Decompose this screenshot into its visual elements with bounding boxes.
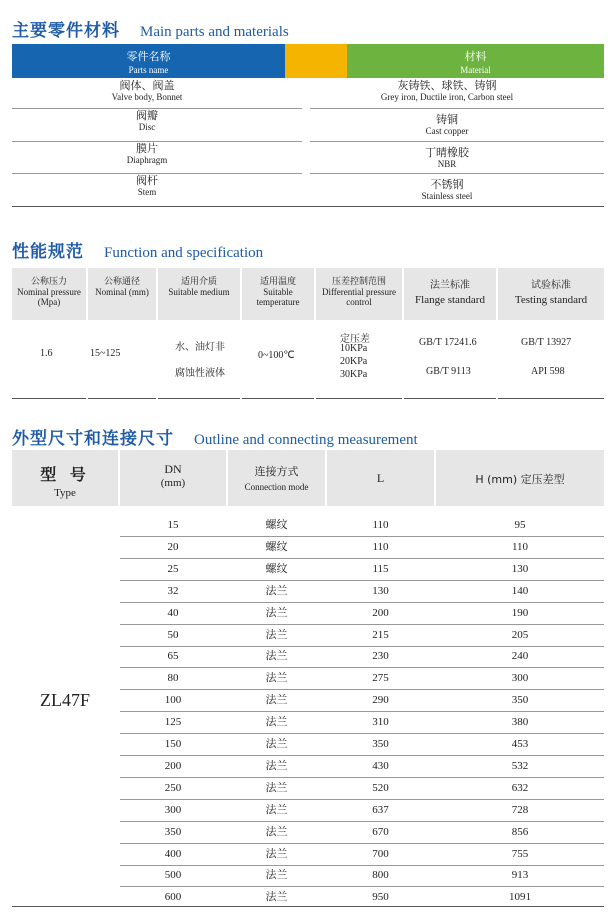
spec-bottom-rule: [404, 398, 496, 399]
dims-cell-conn: 法兰: [265, 737, 288, 750]
part-name-zh: 阀瓣: [136, 109, 158, 122]
dims-cell-dn: 250: [164, 781, 182, 794]
parts-header-name: [12, 44, 285, 78]
dims-header-l: [327, 450, 434, 506]
part-name-zh: 阀体、阀盖: [119, 79, 175, 92]
dims-cell-h: 130: [511, 562, 529, 575]
dims-cell-h: 728: [511, 803, 529, 816]
spec-header-en: Testing standard: [514, 294, 588, 306]
spec-header-cell: [88, 268, 156, 320]
spec-flange-2: GB/T 9113: [426, 366, 471, 377]
dims-cell-h: 95: [514, 519, 526, 531]
dims-cell-l: 520: [372, 781, 389, 794]
dims-cell-conn: 法兰: [265, 846, 288, 860]
material-en: Stainless steel: [421, 191, 473, 201]
spec-header-cell: [498, 268, 604, 320]
spec-temperature: 0~100℃: [258, 350, 295, 361]
dims-cell-conn: 法兰: [265, 802, 288, 816]
spec-medium-line2: 腐蚀性液体: [175, 368, 225, 379]
dims-cell-conn: 法兰: [265, 693, 288, 707]
parts-row-material: [312, 147, 582, 170]
parts-header-accent: [285, 44, 347, 78]
part-name-en: Valve body, Bonnet: [111, 92, 183, 102]
dims-cell-h: 190: [511, 606, 529, 619]
dims-cell-l: 130: [372, 584, 389, 597]
dims-cell-l: 215: [372, 628, 389, 641]
spec-bottom-rule: [12, 398, 86, 399]
dims-cell-dn: 500: [164, 869, 182, 882]
dims-cell-dn: 40: [167, 606, 179, 619]
part-name-en: Disc: [138, 122, 156, 132]
dims-section-title: [12, 424, 418, 449]
part-name-zh: 膜片: [136, 142, 158, 155]
parts-header-material-zh: 材料: [464, 50, 487, 63]
dims-cell-h: 632: [511, 781, 529, 794]
spec-testing-1: GB/T 13927: [521, 337, 572, 348]
spec-medium-line1: 水、油灯非: [175, 342, 225, 353]
dims-header-h: [436, 450, 604, 506]
dims-cell-l: 637: [372, 803, 389, 816]
dims-cell-dn: 65: [167, 650, 179, 663]
dims-header-l-label: L: [376, 471, 385, 485]
dims-cell-conn: 法兰: [265, 890, 288, 904]
spec-header-zh: 法兰标准: [430, 280, 470, 291]
dims-header-dn-label: DN: [164, 462, 182, 476]
parts-row-part: [12, 110, 282, 133]
parts-row-part: [12, 143, 282, 166]
dims-cell-dn: 15: [167, 519, 179, 531]
dims-cell-conn: 法兰: [265, 780, 288, 794]
dims-cell-dn: 50: [167, 628, 179, 641]
material-zh: 灰铸铁、球铁、铸钢: [397, 79, 497, 92]
dims-cell-dn: 100: [164, 694, 182, 707]
dims-bottom-rule: [12, 906, 604, 907]
dims-cell-conn: 法兰: [265, 868, 288, 882]
material-en: Grey iron, Ductile iron, Carbon steel: [380, 92, 514, 102]
part-name-en: Stem: [137, 187, 157, 197]
spec-header-cell: [242, 268, 314, 320]
spec-header-en: Flange standard: [415, 294, 485, 306]
dims-cell-conn: 法兰: [265, 583, 288, 597]
parts-row-divider: [310, 108, 604, 109]
dims-cell-dn: 20: [167, 540, 179, 553]
dims-cell-dn: 80: [167, 672, 179, 685]
parts-row-divider: [310, 141, 604, 142]
spec-header-en: Nominal (mm): [95, 287, 149, 297]
dims-cell-l: 430: [372, 759, 389, 772]
dims-cell-conn: 螺纹: [265, 539, 288, 553]
spec-header-en: Suitable temperature: [256, 287, 300, 307]
spec-header-zh: 压差控制范围: [331, 277, 386, 287]
spec-section-title: [12, 237, 263, 262]
spec-diff-label: 定压差: [340, 334, 370, 345]
dims-cell-h: 240: [511, 650, 529, 663]
material-zh: 铸铜: [436, 113, 458, 126]
parts-bottom-rule: [12, 206, 604, 207]
dims-cell-l: 700: [372, 847, 389, 860]
spec-diff-2: 20KPa: [340, 356, 368, 367]
dims-cell-conn: 螺纹: [265, 561, 288, 575]
dims-cell-l: 115: [372, 562, 389, 575]
dims-cell-l: 230: [372, 650, 389, 663]
dims-header-dn-unit: (mm): [160, 477, 186, 489]
spec-testing-2: API 598: [531, 366, 565, 377]
parts-row-divider: [310, 173, 604, 174]
spec-header-cell: [158, 268, 240, 320]
dims-cell-l: 110: [372, 540, 389, 553]
dims-cell-dn: 350: [164, 825, 182, 838]
parts-section-title: [12, 16, 289, 41]
dims-header-h-label: H (mm) 定压差型: [475, 473, 565, 486]
spec-header-zh: 适用介质: [180, 277, 217, 287]
dims-cell-h: 1091: [509, 891, 531, 904]
dims-title-en: Outline and connecting measurement: [194, 432, 418, 448]
dims-header-dn: [120, 450, 226, 506]
spec-bottom-rule: [498, 398, 604, 399]
spec-diff-3: 30KPa: [340, 369, 368, 380]
dims-cell-conn: 法兰: [265, 715, 288, 729]
dims-cell-l: 800: [372, 869, 389, 882]
dims-header-conn-zh: 连接方式: [254, 465, 299, 478]
dims-cell-conn: 法兰: [265, 758, 288, 772]
material-en: Cast copper: [425, 126, 469, 136]
dims-header-type: [12, 450, 118, 506]
parts-row-material: [312, 114, 582, 137]
spec-header-zh: 适用温度: [259, 277, 296, 287]
dims-header-conn: [228, 450, 325, 506]
dims-cell-h: 350: [511, 694, 529, 707]
dims-cell-h: 140: [511, 584, 529, 597]
dims-cell-conn: 法兰: [265, 605, 288, 619]
dims-cell-conn: 法兰: [265, 627, 288, 641]
parts-row-part: [12, 80, 282, 103]
spec-title-zh: 性能规范: [12, 242, 84, 262]
dims-cell-dn: 32: [167, 584, 179, 597]
parts-title-zh: 主要零件材料: [12, 21, 120, 41]
dims-cell-h: 205: [511, 628, 529, 641]
dims-header-conn-en: Connection mode: [244, 482, 309, 492]
spec-pressure: 1.6: [40, 348, 53, 359]
dims-cell-l: 950: [372, 891, 389, 904]
dims-cell-h: 300: [511, 672, 529, 685]
spec-header-en: Suitable medium: [168, 287, 230, 297]
dims-cell-dn: 600: [164, 891, 182, 904]
dims-cell-h: 856: [511, 825, 529, 838]
dims-cell-l: 110: [372, 519, 389, 531]
spec-bottom-rule: [242, 398, 314, 399]
dims-cell-l: 275: [372, 672, 389, 685]
dims-cell-h: 453: [511, 738, 529, 750]
dims-title-zh: 外型尺寸和连接尺寸: [12, 429, 174, 449]
dims-cell-dn: 200: [164, 759, 182, 772]
spec-header-zh: 试验标准: [531, 280, 571, 291]
spec-nominal: 15~125: [90, 348, 121, 359]
dims-cell-h: 380: [511, 716, 529, 729]
dims-cell-l: 670: [372, 825, 389, 838]
dims-cell-dn: 300: [164, 803, 182, 816]
spec-header-zh: 公称压力: [30, 277, 67, 287]
dims-cell-h: 532: [511, 759, 529, 772]
parts-row-material: [312, 80, 582, 103]
dims-cell-dn: 400: [164, 847, 182, 860]
dims-cell-conn: 法兰: [265, 671, 288, 685]
part-name-zh: 阀杆: [136, 174, 158, 187]
dims-cell-l: 200: [372, 606, 389, 619]
spec-header-cell: [404, 268, 496, 320]
dims-cell-conn: 法兰: [265, 824, 288, 838]
spec-bottom-rule: [88, 398, 156, 399]
parts-header-name-en: Parts name: [128, 65, 169, 75]
dims-cell-conn: 法兰: [265, 649, 288, 663]
dims-cell-conn: 螺纹: [265, 518, 288, 531]
dims-cell-dn: 125: [164, 716, 182, 729]
dims-cell-l: 290: [372, 694, 389, 707]
spec-diff-1: 10KPa: [340, 343, 368, 354]
dims-type-value: ZL47F: [39, 690, 90, 710]
spec-flange-1: GB/T 17241.6: [419, 337, 477, 348]
part-name-en: Diaphragm: [126, 155, 168, 165]
dims-header-type-en: Type: [54, 487, 76, 499]
material-zh: 不锈钢: [430, 178, 464, 191]
spec-bottom-rule: [158, 398, 240, 399]
material-zh: 丁晴橡胶: [425, 146, 469, 159]
parts-row-material: [312, 179, 582, 202]
material-en: NBR: [437, 159, 457, 169]
dims-header-type-zh: 型 号: [40, 465, 90, 484]
dims-cell-l: 350: [372, 738, 389, 750]
dims-cell-dn: 25: [167, 562, 179, 575]
parts-header-material-en: Material: [460, 65, 491, 75]
dims-cell-l: 310: [372, 716, 389, 729]
dims-cell-dn: 150: [164, 738, 182, 750]
parts-title-en: Main parts and materials: [140, 24, 289, 40]
spec-bottom-rule: [316, 398, 402, 399]
spec-header-cell: [316, 268, 402, 320]
parts-header-name-zh: 零件名称: [126, 50, 171, 63]
spec-header-zh: 公称通径: [103, 277, 140, 287]
spec-header-en: Nominal pressure (Mpa): [17, 287, 81, 307]
spec-title-en: Function and specification: [104, 245, 264, 261]
spec-header-cell: [12, 268, 86, 320]
spec-header-en: Differential pressure control: [321, 287, 397, 307]
parts-header-material: [347, 44, 604, 78]
dims-cell-h: 913: [511, 869, 529, 882]
dims-cell-h: 110: [511, 540, 529, 553]
parts-row-part: [12, 175, 282, 198]
dims-cell-h: 755: [511, 847, 529, 860]
